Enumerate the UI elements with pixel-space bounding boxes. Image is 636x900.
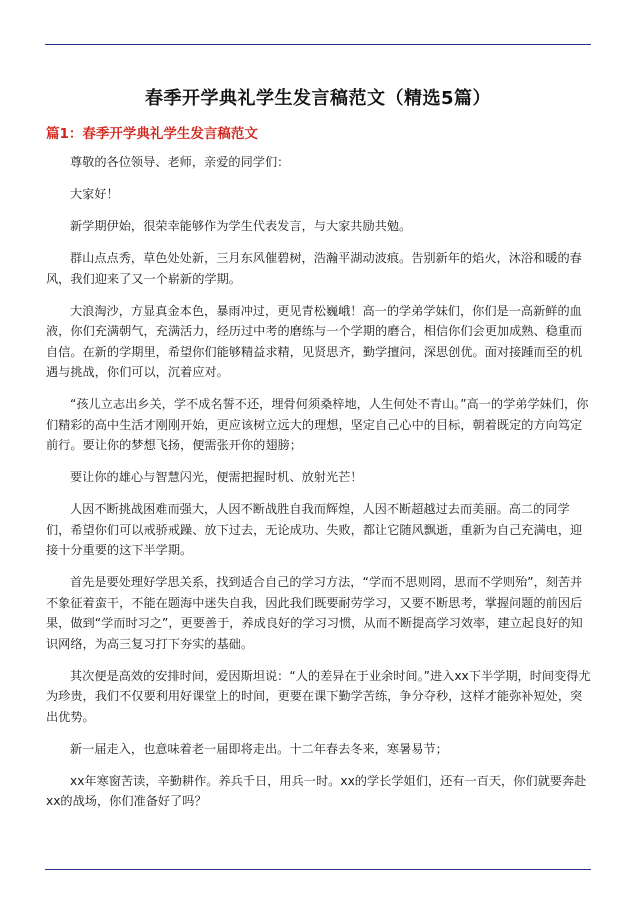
section-heading: 篇1：春季开学典礼学生发言稿范文: [46, 126, 258, 142]
paragraph: 要让你的雄心与智慧闪光，便需把握时机、放射光芒！: [70, 470, 363, 484]
paragraph: xx年寒窗苦读，辛勤耕作。养兵千日，用兵一时。xx的学长学姐们，还有一百天，你们就要奔赴xx的战场，你们准备好了吗？: [46, 773, 587, 808]
document-title: 春季开学典礼学生发言稿范文（精选5篇）: [144, 88, 492, 109]
paragraph: 大家好！: [70, 187, 119, 201]
paragraph: “孩儿立志出乡关，学不成名誓不还，埋骨何须桑梓地，人生何处不青山。”高一的学弟学妹们，你们精彩的高中生活才刚刚开始，更应该树立远大的理想，坚定自己心中的目标，朝着既定的方向笃定前行。要让你的梦想飞扬，便需张开你的翅膀；: [46, 397, 589, 452]
paragraph: 新学期伊始，很荣幸能够作为学生代表发言，与大家共励共勉。: [70, 219, 412, 233]
paragraph: 群山点点秀，草色处处新，三月东风催碧树，浩瀚平湖动波痕。告别新年的焰火，沐浴和暖的春风，我们迎来了又一个崭新的学期。: [46, 251, 582, 286]
paragraph: 人因不断挑战困难而强大，人因不断战胜自我而辉煌，人因不断超越过去而美丽。高二的同学们，希望你们可以戒骄戒躁、放下过去，无论成功、失败，都让它随风飘逝，重新为自己充满电，迎接十分重要的这下半学期。: [46, 502, 583, 557]
document-body: [46, 152, 592, 823]
paragraph: 尊敬的各位领导、老师，亲爱的同学们：: [70, 155, 290, 169]
paragraph: 新一届走入，也意味着老一届即将走出。十二年春去冬来，寒暑易节；: [70, 741, 448, 756]
paragraph: 大浪淘沙，方显真金本色，暴雨冲过，更见青松巍峨！高一的学弟学妹们，你们是一高新鲜的血液，你们充满朝气，充满活力，经历过中考的磨练与一个学期的磨合，相信你们会更加成熟、稳重而自信。在新的学期里，希望你们能够精益求精，见贤思齐，勤学擅问，深思创优。面对接踵而至的机遇与挑战，你们可以，沉着应对。: [46, 303, 583, 379]
paragraph: 首先是要处理好学思关系，找到适合自己的学习方法，“学而不思则罔，思而不学则殆”，刻苦并不象征着蛮干，不能在题海中迷失自我，因此我们既要耐劳学习，又要不断思考，掌握问题的前因后果，做到“学而时习之”，更要善于，养成良好的学习习惯，从而不断提高学习效率，建立起良好的知识网络，为高三复习打下夯实的基础。: [46, 575, 583, 651]
header-rule: [45, 44, 591, 45]
paragraph: 其次便是高效的安排时间，爱因斯坦说：“人的差异在于业余时间。”进入xx下半学期，时间变得尤为珍贵，我们不仅要利用好课堂上的时间，更要在课下勤学苦练，争分夺秒，这样才能弥补短处，突出优势。: [46, 668, 591, 724]
footer-rule: [45, 869, 591, 870]
